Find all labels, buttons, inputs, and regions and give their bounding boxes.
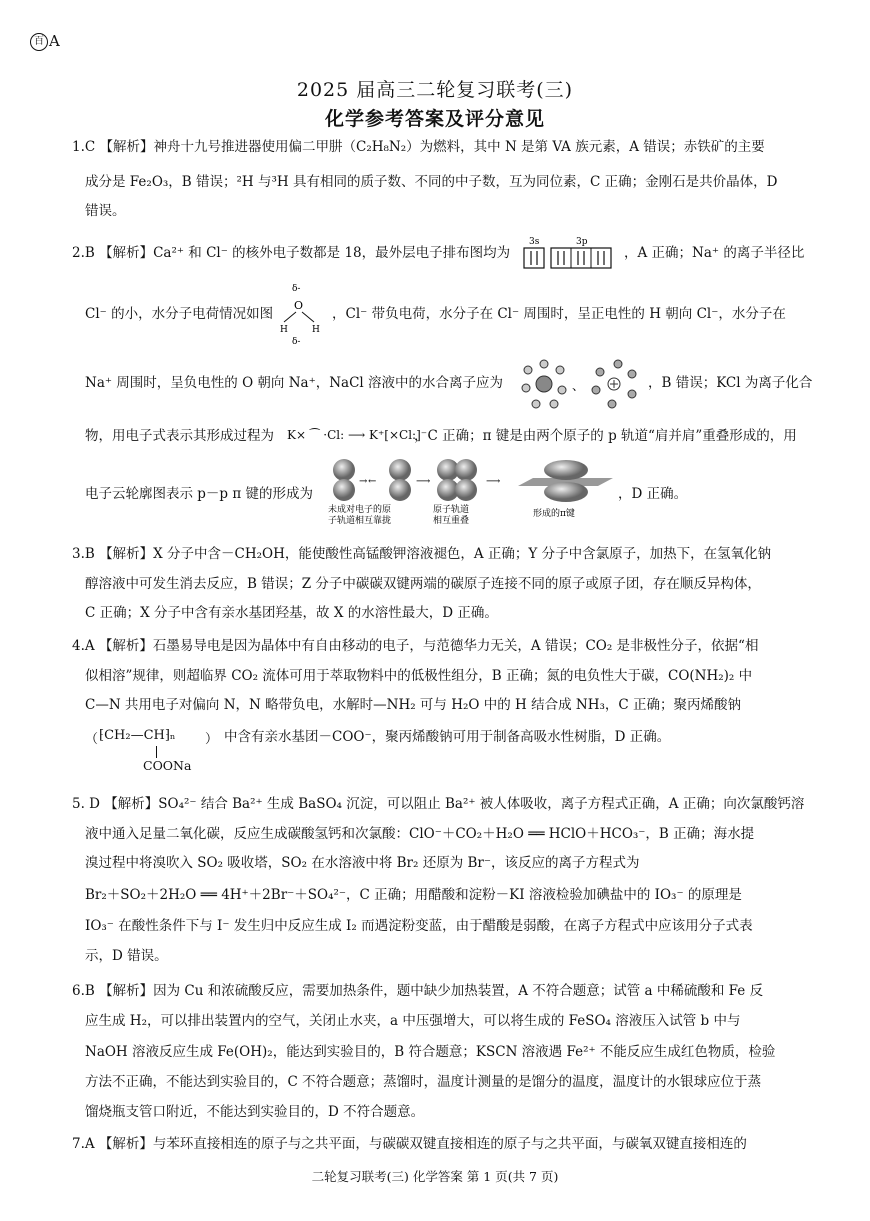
text-line: 2.B 【解析】Ca²⁺ 和 Cl⁻ 的核外电子数都是 18，最外层电子排布图均为 (72, 245, 511, 261)
svg-text:δ-: δ- (292, 337, 301, 347)
svg-text:O: O (294, 299, 304, 312)
svg-text:H: H (280, 325, 288, 335)
svg-text:H: H (312, 325, 320, 335)
svg-text:、: 、 (572, 379, 585, 393)
text-line: 馏烧瓶支管口附近，不能达到实验目的，D 不符合题意。 (85, 1104, 425, 1120)
corner-label (30, 32, 60, 51)
text-line: 液中通入足量二氧化碳，反应生成碳酸氢钙和次氯酸：ClO⁻＋CO₂＋H₂O ══ HClO＋HCO₃⁻，B 正确；海水提 (85, 826, 755, 842)
text-line: 中含有亲水基团－COO⁻，聚丙烯酸钠可用于制备高吸水性树脂，D 正确。 (224, 729, 671, 745)
text-line: ，B 错误；KCl 为离子化合 (648, 375, 813, 391)
text-line: 5. D 【解析】SO₄²⁻ 结合 Ba²⁺ 生成 BaSO₄ 沉淀，可以阻止 Ba²⁺ 被人体吸收，离子方程式正确，A 正确；向次氯酸钙溶 (72, 796, 805, 812)
text-line: 错误。 (85, 203, 126, 219)
text-line: 成分是 Fe₂O₃，B 错误；²H 与³H 具有相同的质子数、不同的中子数，互为同位素，C 正确；金刚石是共价晶体，D (85, 174, 778, 190)
text-line: Cl⁻ 的小，水分子电荷情况如图 (85, 306, 274, 322)
text-line: Na⁺ 周围时，呈负电性的 O 朝向 Na⁺，NaCl 溶液中的水合离子应为 (85, 375, 504, 391)
text-line: 醇溶液中可发生消去反应，B 错误；Z 分子中碳碳双键两端的碳原子连接不同的原子或原子团，存在顺反异构体， (85, 576, 761, 592)
pi-bond-diagram (328, 456, 618, 532)
polymer-formula: （ ⁅CH₂—CH⁆ₙ ） COONa (85, 728, 219, 773)
orbital-label-3p: 3p (576, 237, 588, 247)
page-title: 2025 届高三二轮复习联考(三) (296, 79, 574, 101)
hydrated-ions-diagram (518, 356, 646, 416)
text-line: IO₃⁻ 在酸性条件下与 I⁻ 发生归中反应生成 I₂ 而遇淀粉变蓝，由于醋酸是弱酸，在离子方程式中应该用分子式表 (85, 918, 753, 934)
corner-letter: A (49, 32, 60, 50)
svg-text:相互重叠: 相互重叠 (433, 516, 470, 526)
text-line: 3.B 【解析】X 分子中含－CH₂OH，能使酸性高锰酸钾溶液褪色，A 正确；Y 分子中含氯原子，加热下，在氢氧化钠 (72, 546, 772, 562)
orbital-diagram (521, 236, 621, 280)
text-line: Br₂＋SO₂＋2H₂O ══ 4H⁺＋2Br⁻＋SO₄²⁻，C 正确；用醋酸和淀粉－KI 溶液检验加碘盐中的 IO₃⁻ 的原理是 (85, 887, 742, 903)
text-line: 方法不正确，不能达到实验目的，C 不符合题意；蒸馏时，温度计测量的是馏分的温度，温度计的水银球应位于蒸 (85, 1074, 762, 1090)
svg-text:⟶: ⟶ (416, 476, 431, 487)
water-charge-diagram (268, 282, 328, 350)
text-line: 1.C 【解析】神舟十九号推进器使用偏二甲肼（C₂H₈N₂）为燃料，其中 N 是第 VA 族元素，A 错误；赤铁矿的主要 (72, 139, 765, 155)
text-line: C—N 共用电子对偏向 N，N 略带负电，水解时—NH₂ 可与 H₂O 中的 H 结合成 NH₃，C 正确；聚丙烯酸钠 (85, 697, 742, 713)
svg-text:→: → (359, 476, 368, 487)
svg-text:形成的π键: 形成的π键 (533, 509, 575, 519)
svg-text:⟶: ⟶ (486, 476, 501, 487)
kcl-formation: K× ⁀ ·Cl: ⟶ K⁺[×Cl:]⁻ (287, 428, 428, 442)
text-line: ，A 正确；Na⁺ 的离子半径比 (624, 245, 805, 261)
text-line: 6.B 【解析】因为 Cu 和浓硫酸反应，需要加热条件，题中缺少加热装置，A 不符合题意；试管 a 中稀硫酸和 Fe 反 (72, 983, 764, 999)
svg-text:←: ← (368, 476, 377, 487)
text-line: 溴过程中将溴吹入 SO₂ 吸收塔，SO₂ 在水溶液中将 Br₂ 还原为 Br⁻，该反应的离子方程式为 (85, 855, 640, 871)
text-line: 电子云轮廓图表示 p－p π 键的形成为 (85, 486, 314, 502)
text-line: 应生成 H₂，可以排出装置内的空气，关闭止水夹，a 中压强增大，可以将生成的 FeSO₄ 溶液压入试管 b 中与 (85, 1013, 741, 1029)
page-footer: 二轮复习联考(三) 化学答案 第 1 页(共 7 页) (311, 1169, 559, 1184)
circled-char: 百 (30, 33, 48, 51)
text-line: ，Cl⁻ 带负电荷，水分子在 Cl⁻ 周围时，呈正电性的 H 朝向 Cl⁻，水分子在 (332, 306, 786, 322)
text-line: NaOH 溶液反应生成 Fe(OH)₂，能达到实验目的，B 符合题意；KSCN 溶液遇 Fe²⁺ 不能反应生成红色物质，检验 (85, 1044, 776, 1060)
svg-text:δ-: δ- (292, 284, 301, 294)
text-line: 7.A 【解析】与苯环直接相连的原子与之共平面，与碳碳双键直接相连的原子与之共平面，与碳氧双键直接相连的 (72, 1136, 747, 1152)
text-line: ，D 正确。 (618, 486, 688, 502)
svg-text:未成对电子的原: 未成对电子的原 (328, 505, 392, 515)
text-line: 似相溶”规律，则超临界 CO₂ 流体可用于萃取物料中的低极性组分，B 正确；氮的电负性大于碳，CO(NH₂)₂ 中 (85, 668, 753, 684)
svg-text:子轨道相互靠拢: 子轨道相互靠拢 (328, 516, 392, 526)
text-line: 4.A 【解析】石墨易导电是因为晶体中有自由移动的电子，与范德华力无关，A 错误；CO₂ 是非极性分子，依据“相 (72, 638, 759, 654)
page-subtitle: 化学参考答案及评分意见 (324, 108, 545, 130)
text-line: 物，用电子式表示其形成过程为 (85, 428, 274, 444)
hydrated-cl-ion (522, 360, 566, 408)
hydrated-na-ion (592, 360, 636, 408)
text-line: ，C 正确；π 键是由两个原子的 p 轨道“肩并肩”重叠形成的，用 (414, 428, 797, 444)
orbital-label-3s: 3s (529, 237, 540, 247)
text-line: C 正确；X 分子中含有亲水基团羟基，故 X 的水溶性最大，D 正确。 (85, 605, 498, 621)
text-line: 示，D 错误。 (85, 948, 168, 964)
svg-text:原子轨道: 原子轨道 (433, 505, 470, 515)
